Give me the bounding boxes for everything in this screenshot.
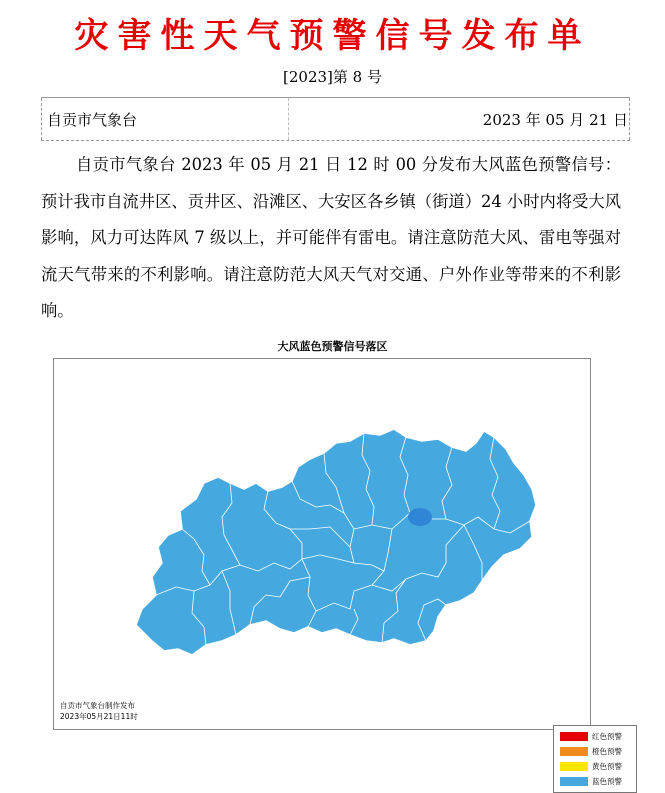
legend-label-blue: 蓝色预警: [592, 777, 622, 786]
issuer-name: 自贡市气象台: [47, 111, 138, 129]
issue-date: 2023 年 05 月 21 日: [482, 111, 628, 129]
warning-map: [54, 359, 590, 729]
legend-label-orange: 橙色预警: [592, 747, 622, 756]
map-title: 大风蓝色预警信号落区: [277, 340, 388, 353]
info-bar-left-border: [41, 98, 43, 140]
document-number: [2023]第 8 号: [283, 68, 382, 86]
legend-label-yellow: 黄色预警: [592, 762, 622, 771]
map-legend: [553, 725, 637, 793]
map-footer-time: 2023年05月21日11时: [60, 712, 138, 721]
map-footer: [60, 700, 138, 722]
issuer-info-bar: [41, 97, 630, 141]
legend-label-red: 红色预警: [592, 732, 622, 741]
warning-map-frame: [53, 358, 622, 786]
info-bar-divider: [288, 98, 290, 140]
info-bar-right-border: [628, 98, 630, 140]
legend-swatch-red: [560, 732, 588, 741]
legend-swatch-yellow: [560, 762, 588, 771]
legend-swatch-orange: [560, 747, 588, 756]
document-title: 灾害性天气预警信号发布单: [74, 16, 591, 56]
legend-swatch-blue: [560, 777, 588, 786]
warning-body-text: 自贡市气象台 2023 年 05 月 21 日 12 时 00 分发布大风蓝色预警信号：预计我市自流井区、贡井区、沿滩区、大安区各乡镇（街道）24 小时内将受大风影响，风力可达阵风 7 级以上，并可能伴有雷电。请注意防范大风、雷电等强对流天气带来的不利影响。请注意防范大风天气对交通、户外作业等带来的不利影响。: [41, 155, 621, 320]
map-footer-producer: 自贡市气象台制作发布: [60, 701, 135, 710]
center-highlight-area: [408, 508, 432, 526]
